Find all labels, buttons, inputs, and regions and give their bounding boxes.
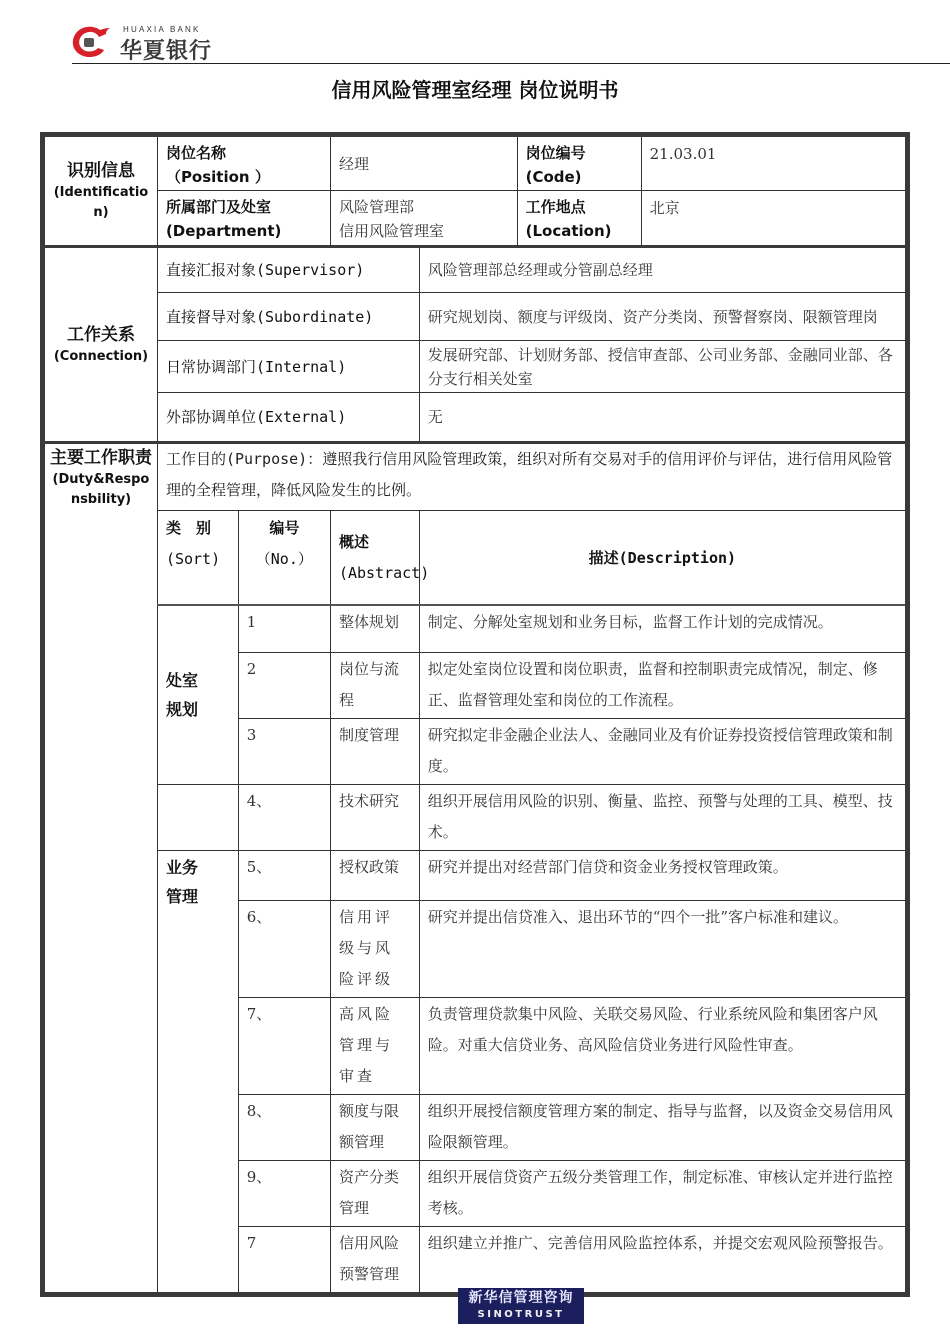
position-label-en: （Position ）	[165, 168, 270, 186]
item-abstract: 信用风险预警管理	[330, 1227, 419, 1295]
connection-value: 风险管理部总经理或分管副总经理	[419, 247, 907, 293]
connection-value: 研究规划岗、额度与评级岗、资产分类岗、预警督察岗、限额管理岗	[419, 293, 907, 341]
connection-value: 发展研究部、计划财务部、授信审查部、公司业务部、金融同业部、各分支行相关处室	[419, 341, 907, 393]
duty-header-row	[43, 511, 908, 605]
position-label-zh: 岗位名称	[165, 144, 226, 162]
item-description: 组织建立并推广、完善信用风险监控体系，并提交宏观风险预警报告。	[419, 1227, 907, 1295]
item-number: 8、	[238, 1095, 330, 1161]
section-title-en: (Identification)	[53, 185, 149, 220]
item-number: 1	[238, 605, 330, 653]
item-number: 7	[238, 1227, 330, 1295]
item-abstract: 高风险管理与审查	[330, 998, 419, 1095]
item-number: 2	[238, 653, 330, 719]
connection-row	[43, 393, 908, 443]
abstract-header-en: (Abstract)	[338, 564, 430, 583]
category-cell	[157, 785, 238, 851]
item-number: 4、	[238, 785, 330, 851]
category-name: 处室规划	[165, 670, 198, 719]
item-abstract: 技术研究	[330, 785, 419, 851]
connection-section-header	[43, 247, 158, 443]
description-header	[419, 511, 907, 605]
section-title-en: (Duty&Responsbility)	[52, 472, 150, 507]
footer-logo-line2: SINOTRUST	[477, 1309, 565, 1320]
location-label-zh: 工作地点	[525, 198, 586, 216]
connection-label: 外部协调单位(External)	[157, 393, 419, 443]
item-description: 负责管理贷款集中风险、关联交易风险、行业系统风险和集团客户风险。对重大信贷业务、高风险信贷业务进行风险性审查。	[419, 998, 907, 1095]
item-description: 拟定处室岗位设置和岗位职责，监督和控制职责完成情况，制定、修正、监督管理处室和岗位的工作流程。	[419, 653, 907, 719]
footer-logo-line1: 新华信管理咨询	[468, 1290, 574, 1306]
item-description: 研究并提出信贷准入、退出环节的“四个一批”客户标准和建议。	[419, 901, 907, 998]
position-value: 经理	[330, 135, 517, 191]
item-abstract: 整体规划	[330, 605, 419, 653]
page-header	[70, 22, 934, 62]
item-description: 制定、分解处室规划和业务目标，监督工作计划的完成情况。	[419, 605, 907, 653]
connection-row	[43, 293, 908, 341]
item-number: 3	[238, 719, 330, 785]
item-abstract: 授权政策	[330, 851, 419, 901]
item-description: 组织开展授信额度管理方案的制定、指导与监督，以及资金交易信用风险限额管理。	[419, 1095, 907, 1161]
location-label-en: (Location)	[525, 222, 612, 240]
department-label-zh: 所属部门及处室	[165, 198, 271, 216]
sinotrust-footer-logo	[458, 1288, 584, 1324]
code-label	[517, 135, 641, 191]
item-description: 组织开展信贷资产五级分类管理工作，制定标准、审核认定并进行监控考核。	[419, 1161, 907, 1227]
no-header-en: （No.）	[255, 550, 313, 568]
identification-section-header	[43, 135, 158, 247]
purpose-label: 工作目的(Purpose)	[165, 450, 308, 468]
location-value: 北京	[641, 191, 907, 247]
position-label	[157, 135, 330, 191]
department-value-line2: 信用风险管理室	[338, 222, 444, 240]
item-description: 研究拟定非金融企业法人、金融同业及有价证券投资授信管理政策和制度。	[419, 719, 907, 785]
item-description: 组织开展信用风险的识别、衡量、监控、预警与处理的工具、模型、技术。	[419, 785, 907, 851]
purpose-row	[43, 443, 908, 511]
location-label	[517, 191, 641, 247]
category-name: 业务管理	[165, 858, 198, 906]
sort-header	[157, 511, 238, 605]
no-header-zh: 编号	[269, 519, 300, 537]
duty-row	[43, 605, 908, 653]
item-abstract: 额度与限额管理	[330, 1095, 419, 1161]
header-rule	[72, 63, 950, 64]
connection-label: 直接汇报对象(Supervisor)	[157, 247, 419, 293]
logo-subtitle: HUAXIA BANK	[123, 25, 201, 34]
description-header-text: 描述(Description)	[588, 548, 737, 567]
purpose-text: ：遵照我行信用风险管理政策，组织对所有交易对手的信用评价与评估，进行信用风险管理的全程管理，降低风险发生的比例。	[165, 450, 893, 499]
item-number: 9、	[238, 1161, 330, 1227]
identification-row-department	[43, 191, 908, 247]
item-abstract: 信用评级与风险评级	[330, 901, 419, 998]
department-label	[157, 191, 330, 247]
department-label-en: (Department)	[165, 222, 282, 240]
abstract-header	[330, 511, 430, 605]
duty-row	[43, 851, 908, 901]
job-description-table	[40, 132, 910, 1297]
department-value	[330, 191, 517, 247]
category-cell	[157, 851, 238, 1295]
duty-section-header	[43, 443, 158, 1295]
item-number: 7、	[238, 998, 330, 1095]
purpose-cell	[157, 443, 907, 511]
code-label-zh: 岗位编号	[525, 144, 586, 162]
code-value: 21.03.01	[641, 135, 907, 191]
category-cell	[157, 605, 238, 785]
department-value-line1: 风险管理部	[338, 198, 414, 216]
connection-row	[43, 341, 908, 393]
connection-label: 直接督导对象(Subordinate)	[157, 293, 419, 341]
section-title-zh: 主要工作职责	[49, 448, 152, 468]
item-number: 5、	[238, 851, 330, 901]
item-number: 6、	[238, 901, 330, 998]
section-title-zh: 工作关系	[66, 324, 135, 345]
sort-header-en: (Sort)	[165, 550, 221, 568]
duty-row	[43, 785, 908, 851]
no-header	[238, 511, 330, 605]
item-description: 研究并提出对经营部门信贷和资金业务授权管理政策。	[419, 851, 907, 901]
code-label-en: (Code)	[525, 168, 582, 186]
section-title-en: (Connection)	[53, 348, 149, 364]
connection-label: 日常协调部门(Internal)	[157, 341, 419, 393]
connection-row	[43, 247, 908, 293]
item-abstract: 制度管理	[330, 719, 419, 785]
identification-row-position	[43, 135, 908, 191]
item-abstract: 资产分类管理	[330, 1161, 419, 1227]
abstract-header-zh: 概述	[338, 533, 369, 552]
section-title-zh: 识别信息	[66, 161, 135, 181]
item-abstract: 岗位与流程	[330, 653, 419, 719]
sort-header-zh: 类 别	[165, 519, 211, 537]
huaxia-bank-logo-icon	[70, 24, 110, 60]
connection-value: 无	[419, 393, 907, 443]
logo-wordmark: 华夏银行	[120, 38, 213, 63]
page-title: 信用风险管理室经理 岗位说明书	[331, 78, 619, 102]
